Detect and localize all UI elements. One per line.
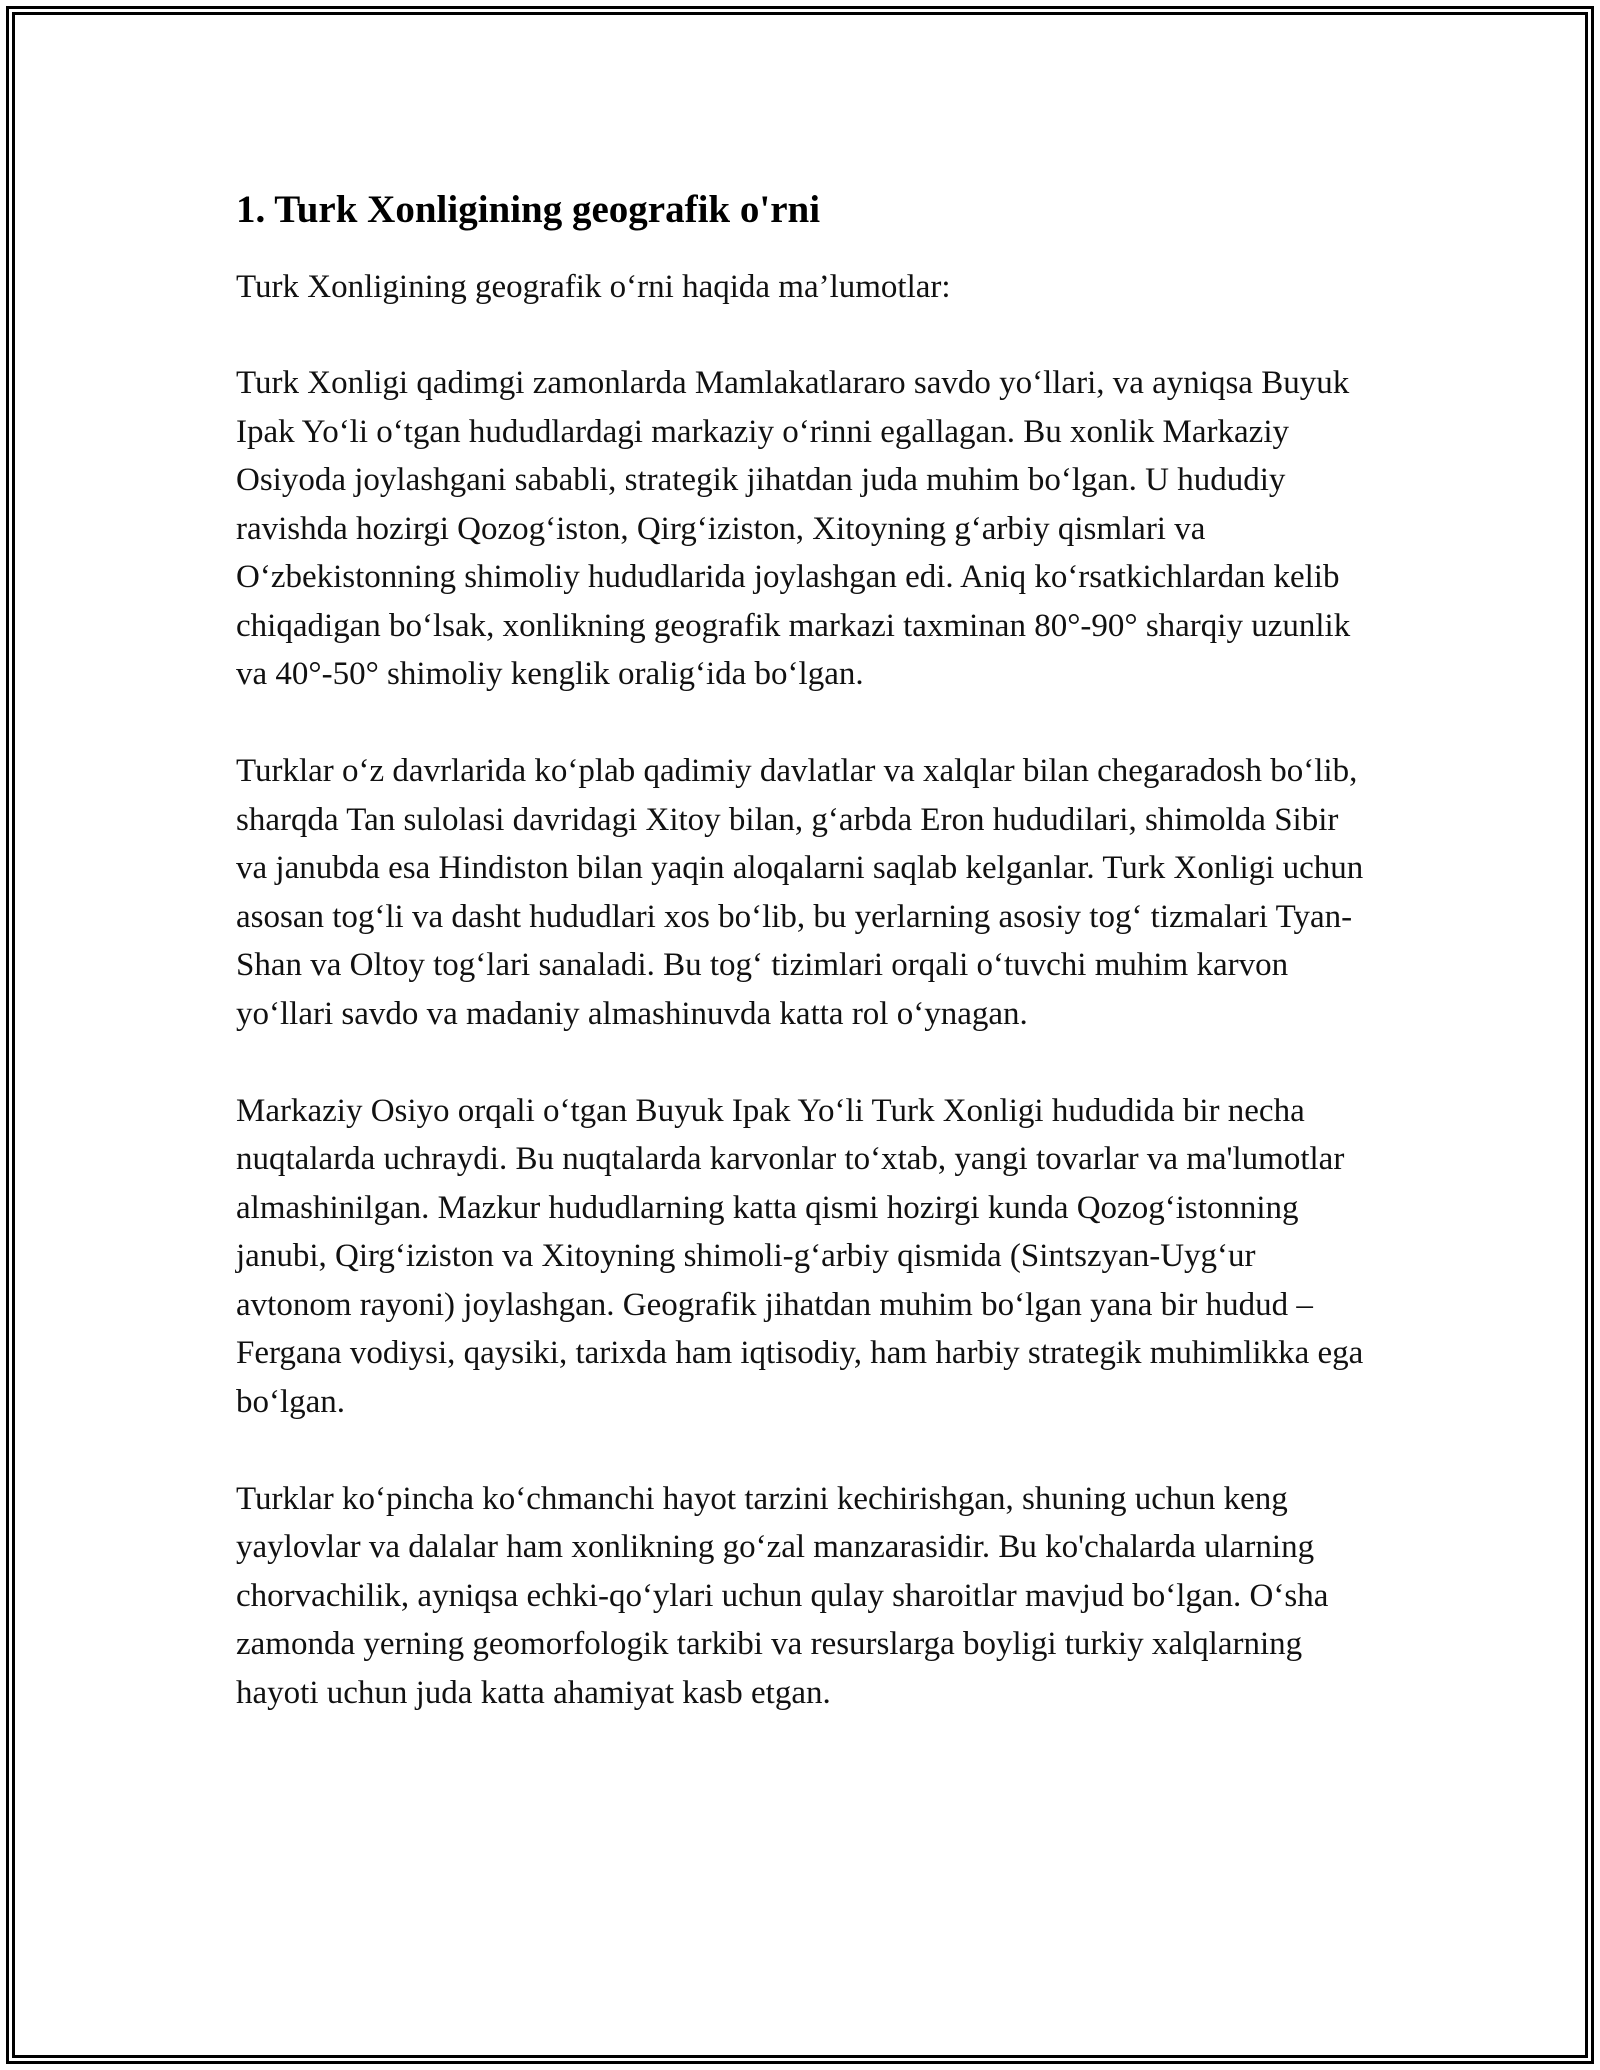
document-body [236, 186, 1376, 1766]
intro-line: Turk Xonligining geografik o‘rni haqida ma’lumotlar: [236, 268, 951, 305]
paragraph-1: Turk Xonligi qadimgi zamonlarda Mamlakatlararo savdo yo‘llari, va ayniqsa Buyuk Ipak Yo‘li o‘tgan hududlardagi markaziy o‘rinni egallagan. Bu xonlik Markaziy Osiyoda joylashgani sababli, strategik jihatdan juda muhim bo‘lgan. U hududiy ravishda hozirgi Qozog‘iston, Qirg‘iziston, Xitoyning g‘arbiy qismlari va O‘zbekistonning shimoliy hududlarida joylashgan edi. Aniq ko‘rsatkichlardan kelib chiqadigan bo‘lsak, xonlikning geografik markazi taxminan 80°-90° sharqiy uzunlik va 40°-50° shimoliy kenglik oralig‘ida bo‘lgan. [236, 365, 1351, 693]
paragraph-3: Markaziy Osiyo orqali o‘tgan Buyuk Ipak Yo‘li Turk Xonligi hududida bir necha nuqtalarda uchraydi. Bu nuqtalarda karvonlar to‘xtab, yangi tovarlar va ma'lumotlar almashinilgan. Mazkur hududlarning katta qismi hozirgi kunda Qozog‘istonning janubi, Qirg‘iziston va Xitoyning shimoli-g‘arbiy qismida (Sintszyan-Uyg‘ur avtonom rayoni) joylashgan. Geografik jihatdan muhim bo‘lgan yana bir hudud – Fergana vodiysi, qaysiki, tarixda ham iqtisodiy, ham harbiy strategik muhimlikka ega bo‘lgan. [236, 1092, 1364, 1420]
section-heading: 1. Turk Xonligining geografik o'rni [236, 188, 821, 231]
paragraph-4: Turklar ko‘pincha ko‘chmanchi hayot tarzini kechirishgan, shuning uchun keng yaylovlar va dalalar ham xonlikning go‘zal manzarasidir. Bu ko'chalarda ularning chorvachilik, ayniqsa echki-qo‘ylari uchun qulay sharoitlar mavjud bo‘lgan. O‘sha zamonda yerning geomorfologik tarkibi va resurslarga boyligi turkiy xalqlarning hayoti uchun juda katta ahamiyat kasb etgan. [236, 1480, 1329, 1711]
paragraph-2: Turklar o‘z davrlarida ko‘plab qadimiy davlatlar va xalqlar bilan chegaradosh bo‘lib, sharqda Tan sulolasi davridagi Xitoy bilan, g‘arbda Eron hududilari, shimolda Sibir va janubda esa Hindiston bilan yaqin aloqalarni saqlab kelganlar. Turk Xonligi uchun asosan tog‘li va dasht hududlari xos bo‘lib, bu yerlarning asosiy tog‘ tizmalari Tyan-Shan va Oltoy tog‘lari sanaladi. Bu tog‘ tizimlari orqali o‘tuvchi muhim karvon yo‘llari savdo va madaniy almashinuvda katta rol o‘ynagan. [236, 753, 1364, 1032]
